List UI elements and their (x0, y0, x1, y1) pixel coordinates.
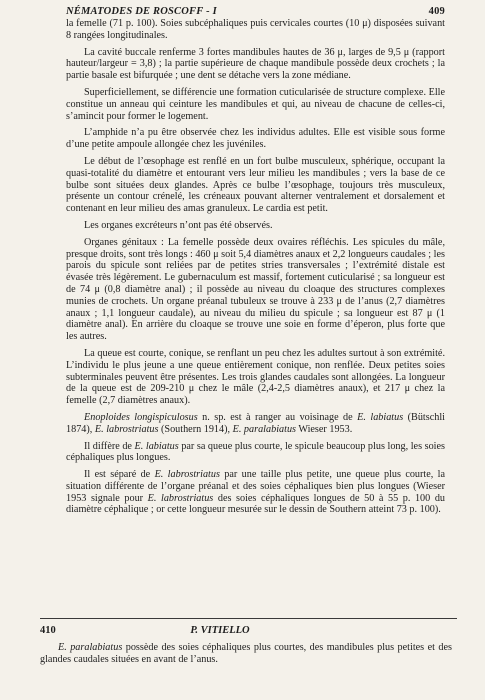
page-divider (40, 618, 457, 619)
species-name: E. paralabiatus (58, 642, 123, 653)
page-number: 409 (428, 6, 445, 17)
species-paragraph: Enoploides longispiculosus n. sp. est à ranger au voisinage de E. labiatus (Bütschli 1874), E. labrostriatus (Southern 1914), E. paralabiatus Wieser 1953. (66, 411, 446, 435)
species-name: E. labiatus (134, 440, 179, 452)
species-name: E. labrostriatus (147, 492, 214, 504)
diff-paragraph: Il diffère de E. labiatus par sa queue plus courte, le spicule beaucoup plus long, les soies céphaliques plus longues. (66, 440, 445, 464)
author-name: P. VITIELLO (190, 625, 250, 636)
species-name: E. labrostriatus (154, 469, 220, 481)
species-name: Enoploides longispiculosus (84, 411, 198, 423)
running-title: NÉMATODES DE ROSCOFF - I (66, 6, 217, 17)
paragraph: Superficiellement, se différencie une formation cuticularisée de structure complexe. Elle constitue un anneau qui ceinture les mandibules et qui, au niveau de chacune de celles-ci, s’amincit pour former le logement. (66, 86, 445, 122)
paragraph: La cavité buccale renferme 3 fortes mandibules hautes de 36 μ, larges de 9,5 μ (rapport hauteur/largeur = 3,8) ; la partie supérieure de chaque mandibule possède deux crochets ; la partie basale est bifurquée ; une dent se détache vers la zone médiane. (66, 46, 445, 82)
paragraph: Les organes excréteurs n’ont pas été observés. (84, 219, 273, 231)
species-name: E. labrostriatus (94, 423, 159, 435)
paragraph: E. paralabiatus possède des soies céphaliques plus courtes, des mandibules plus petites et des glandes caudales situées en avant de l’anus. (40, 642, 452, 665)
paragraph: Le début de l’œsophage est renflé en un fort bulbe musculeux, sphérique, occupant la quasi-totalité du diamètre et entourant vers leur milieu les mandibules ; vers la base de ce bulbe sont situées deux glandes. Après ce bulbe l’œsophage, toujours très musculeux, présente un contour crénelé, les créneaux pouvant alterner ventralement et dorsalement et contenant en leur milieu des amas granuleux. Le cardia est petit. (66, 155, 445, 215)
paragraph: La queue est courte, conique, se renflant un peu chez les adultes surtout à son extrémité. L’individu le plus jeune a une queue entièrement conique, non renflée. Deux petites soies subterminales peuvent être présentes. Les trois glandes caudales sont allongées. La longueur de la queue est de 209-210 μ chez le mâle (2,4-2,5 diamètres anaux), et 217 μ chez la femelle (2,7 diamètres anaux). (66, 347, 445, 407)
species-name: E. paralabiatus (232, 423, 297, 435)
paragraph: L’amphide n’a pu être observée chez les individus adultes. Elle est visible sous forme d’une petite ampoule allongée chez les juvéniles. (66, 127, 445, 151)
body-text-next-page (40, 642, 452, 671)
species-name: E. labiatus (357, 411, 404, 423)
running-head-next-page (40, 625, 457, 638)
body-text (66, 18, 445, 521)
paragraph: la femelle (71 p. 100). Soies subcéphaliques puis cervicales courtes (10 μ) disposées suivant 8 rangées longitudinales. (66, 18, 445, 41)
page-number: 410 (40, 625, 56, 636)
separation-paragraph: Il est séparé de E. labrostriatus par une taille plus petite, une queue plus courte, la situation différente de l’organe préanal et des soies céphaliques bien plus longues (Wieser 1953 signale pour E. labrostriatus des soies céphaliques longues de 50 à 55 p. 100 du diamètre céphalique ; or cette longueur mesurée sur le dessin de Southern atteint 73 p. 100). (66, 469, 446, 516)
paragraph: Organes génitaux : La femelle possède deux ovaires réfléchis. Les spicules du mâle, presque droits, sont très longs : 460 μ soit 5,4 diamètres anaux et 2,2 longueurs caudales ; les parois du spicule sont reliées par de petites stries transversales ; l’extrémité distale est évasée très légèrement. Le gubernaculum est massif, fortement cuticularisé ; sa longueur est de 74 μ (0,8 diamètre anal) ; il possède au niveau du cloaque des structures complexes munies de crochets. Un organe préanal tubuleux se trouve à 233 μ de l’anus (2,7 diamètres anaux ; 1,1 longueur caudale), au niveau du milieu du spicule ; sa longueur est 87 μ (1 diamètre anal). En arrière du cloaque se trouve une soie en forme d’éperon, plus forte que les autres. (66, 236, 445, 343)
